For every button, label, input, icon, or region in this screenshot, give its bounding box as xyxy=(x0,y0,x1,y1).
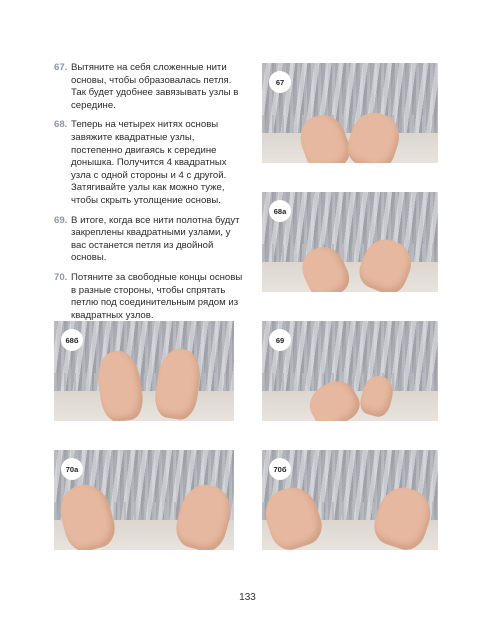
photo-background xyxy=(54,391,234,421)
photo-68a xyxy=(262,192,438,292)
step-number: 68. xyxy=(54,119,68,131)
step-number: 69. xyxy=(54,214,68,226)
step-text: Теперь на четырех нитях основы завяжите квадратные узлы, постепенно двигаясь к середине донышка. Получится 4 квадратных узла с одной стороны и 4 с другой. Затягивайте узлы как можно туже, чтобы скрыть утолщение основы. xyxy=(71,119,227,206)
photo-label: 70а xyxy=(61,458,83,480)
step-number: 67. xyxy=(54,62,68,73)
photo-70b xyxy=(262,450,438,550)
step-68 xyxy=(54,119,246,207)
step-70 xyxy=(54,272,246,322)
step-text: Потяните за свободные концы основы в разные стороны, чтобы спрятать петлю под соединительным рядом из квадратных узлов. xyxy=(71,271,243,321)
step-69 xyxy=(54,215,246,265)
photo-label: 69 xyxy=(269,329,291,351)
photo-label: 68а xyxy=(269,200,291,222)
photo-label: 70б xyxy=(269,458,291,480)
photo-label: 68б xyxy=(61,329,83,351)
page-number: 133 xyxy=(239,592,256,603)
photo-69 xyxy=(262,321,438,421)
photo-label: 67 xyxy=(269,71,291,93)
step-text: В итоге, когда все нити полотна будут закреплены квадратными узлами, у вас останется петля из двойной основы. xyxy=(71,214,240,264)
step-67 xyxy=(54,62,246,112)
photo-67 xyxy=(262,63,438,163)
photo-background xyxy=(262,262,438,292)
photo-70a xyxy=(54,450,234,550)
photo-68b xyxy=(54,321,234,421)
step-text: Вытяните на себя сложенные нити основы, чтобы образовалась петля. Так будет удобнее завязывать узлы в середине. xyxy=(71,62,239,111)
steps-list xyxy=(54,62,246,329)
step-number: 70. xyxy=(54,271,68,283)
